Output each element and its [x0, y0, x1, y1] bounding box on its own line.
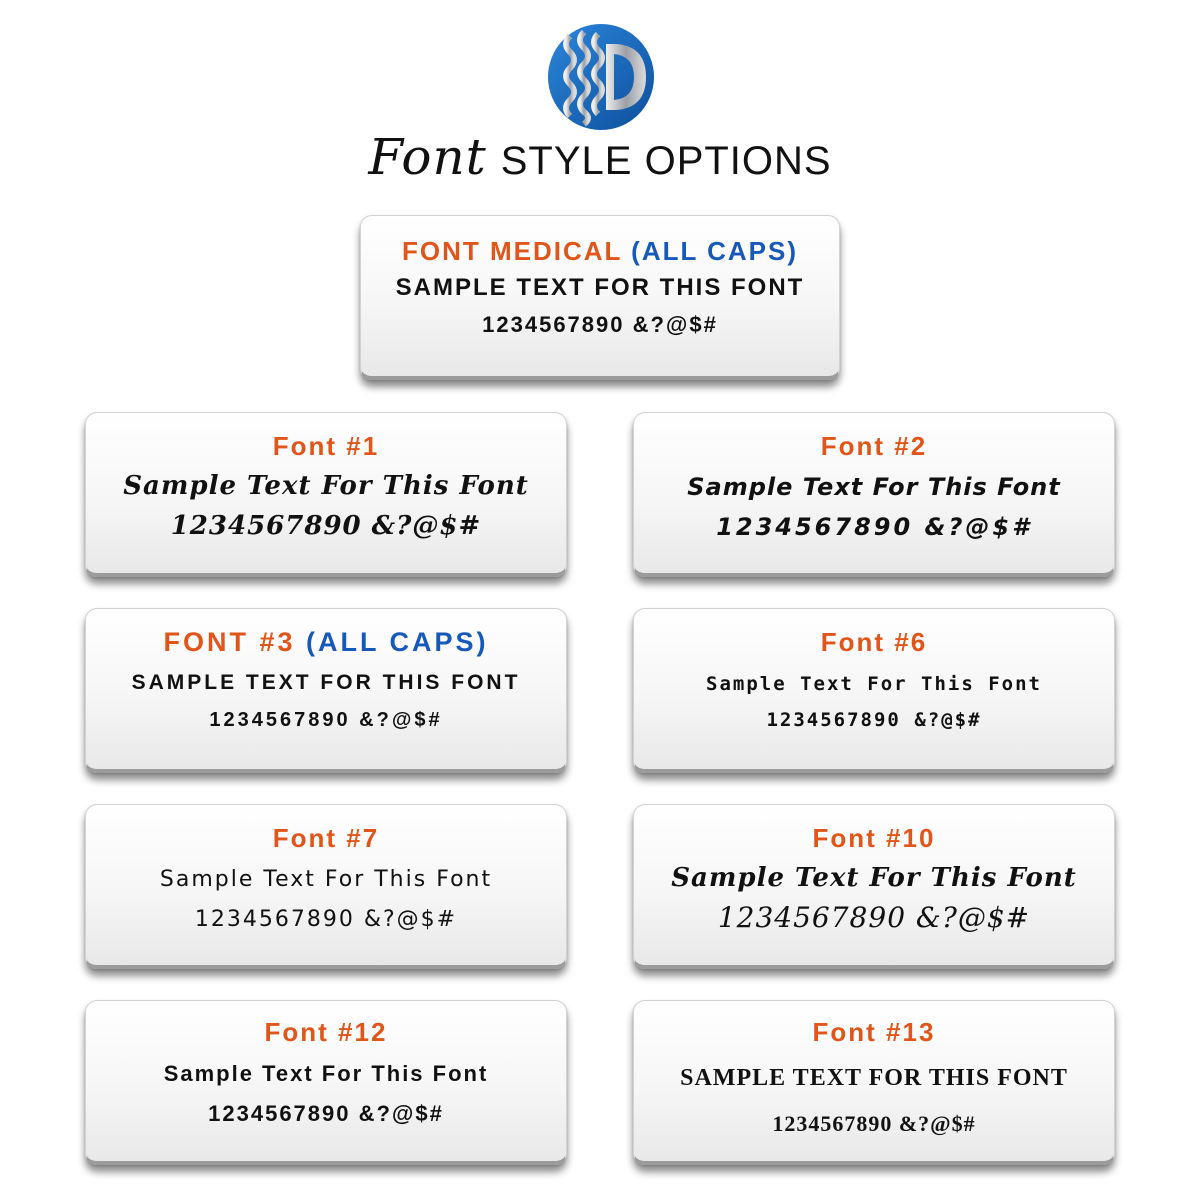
sample-numbers: 1234567890 &?@$# [194, 907, 458, 932]
sample-text: Sample Text For This Font [706, 673, 1042, 695]
card-font-12 [85, 1000, 567, 1165]
sample-text: SAMPLE TEXT FOR THIS FONT [131, 671, 521, 694]
sample-numbers: 1234567890 &?@$# [766, 709, 982, 731]
wave-d-logo-icon [546, 22, 656, 132]
sample-numbers: 1234567890 &?@$# [482, 312, 718, 337]
sample-text: Sample Text For This Font [163, 1061, 489, 1086]
sample-numbers: 1234567890 &?@$# [208, 1101, 444, 1126]
card-font-medical [360, 215, 840, 380]
card-title [361, 236, 839, 267]
font-name: Font #2 [820, 431, 928, 461]
card-font-6 [633, 608, 1115, 773]
font-name: FONT MEDICAL [401, 236, 622, 266]
font-name: FONT #3 [163, 627, 296, 657]
sample-text: Sample Text For This Font [687, 473, 1061, 501]
caps-tag: (ALL CAPS) [631, 236, 799, 266]
font-name: Font #7 [272, 823, 380, 853]
title-rest-words: STYLE OPTIONS [500, 139, 832, 183]
font-name: Font #13 [812, 1017, 936, 1047]
sample-numbers: 1234567890 &?@$# [170, 511, 482, 541]
page-title [0, 128, 1200, 188]
sample-numbers: 1234567890 &?@$# [209, 709, 443, 731]
card-font-13 [633, 1000, 1115, 1165]
card-font-2 [633, 412, 1115, 577]
sample-numbers: 1234567890 &?@$# [716, 513, 1032, 541]
sample-numbers: 1234567890 &?@$# [717, 901, 1031, 934]
sample-text: Sample Text For This Font [671, 863, 1077, 893]
card-font-3 [85, 608, 567, 773]
font-name: Font #1 [272, 431, 380, 461]
sample-text: SAMPLE TEXT FOR THIS FONT [680, 1065, 1068, 1091]
sample-numbers: 1234567890 &?@$# [772, 1111, 976, 1136]
sample-text: Sample Text For This Font [123, 471, 529, 501]
title-script-word: Font [368, 128, 487, 186]
card-font-10 [633, 804, 1115, 969]
sample-text: SAMPLE TEXT FOR THIS FONT [395, 274, 805, 301]
caps-tag: (ALL CAPS) [306, 627, 489, 657]
font-name: Font #10 [812, 823, 936, 853]
card-font-1 [85, 412, 567, 577]
font-name: Font #6 [820, 627, 928, 657]
card-font-7 [85, 804, 567, 969]
sample-text: Sample Text For This Font [159, 867, 493, 892]
font-name: Font #12 [264, 1017, 388, 1047]
